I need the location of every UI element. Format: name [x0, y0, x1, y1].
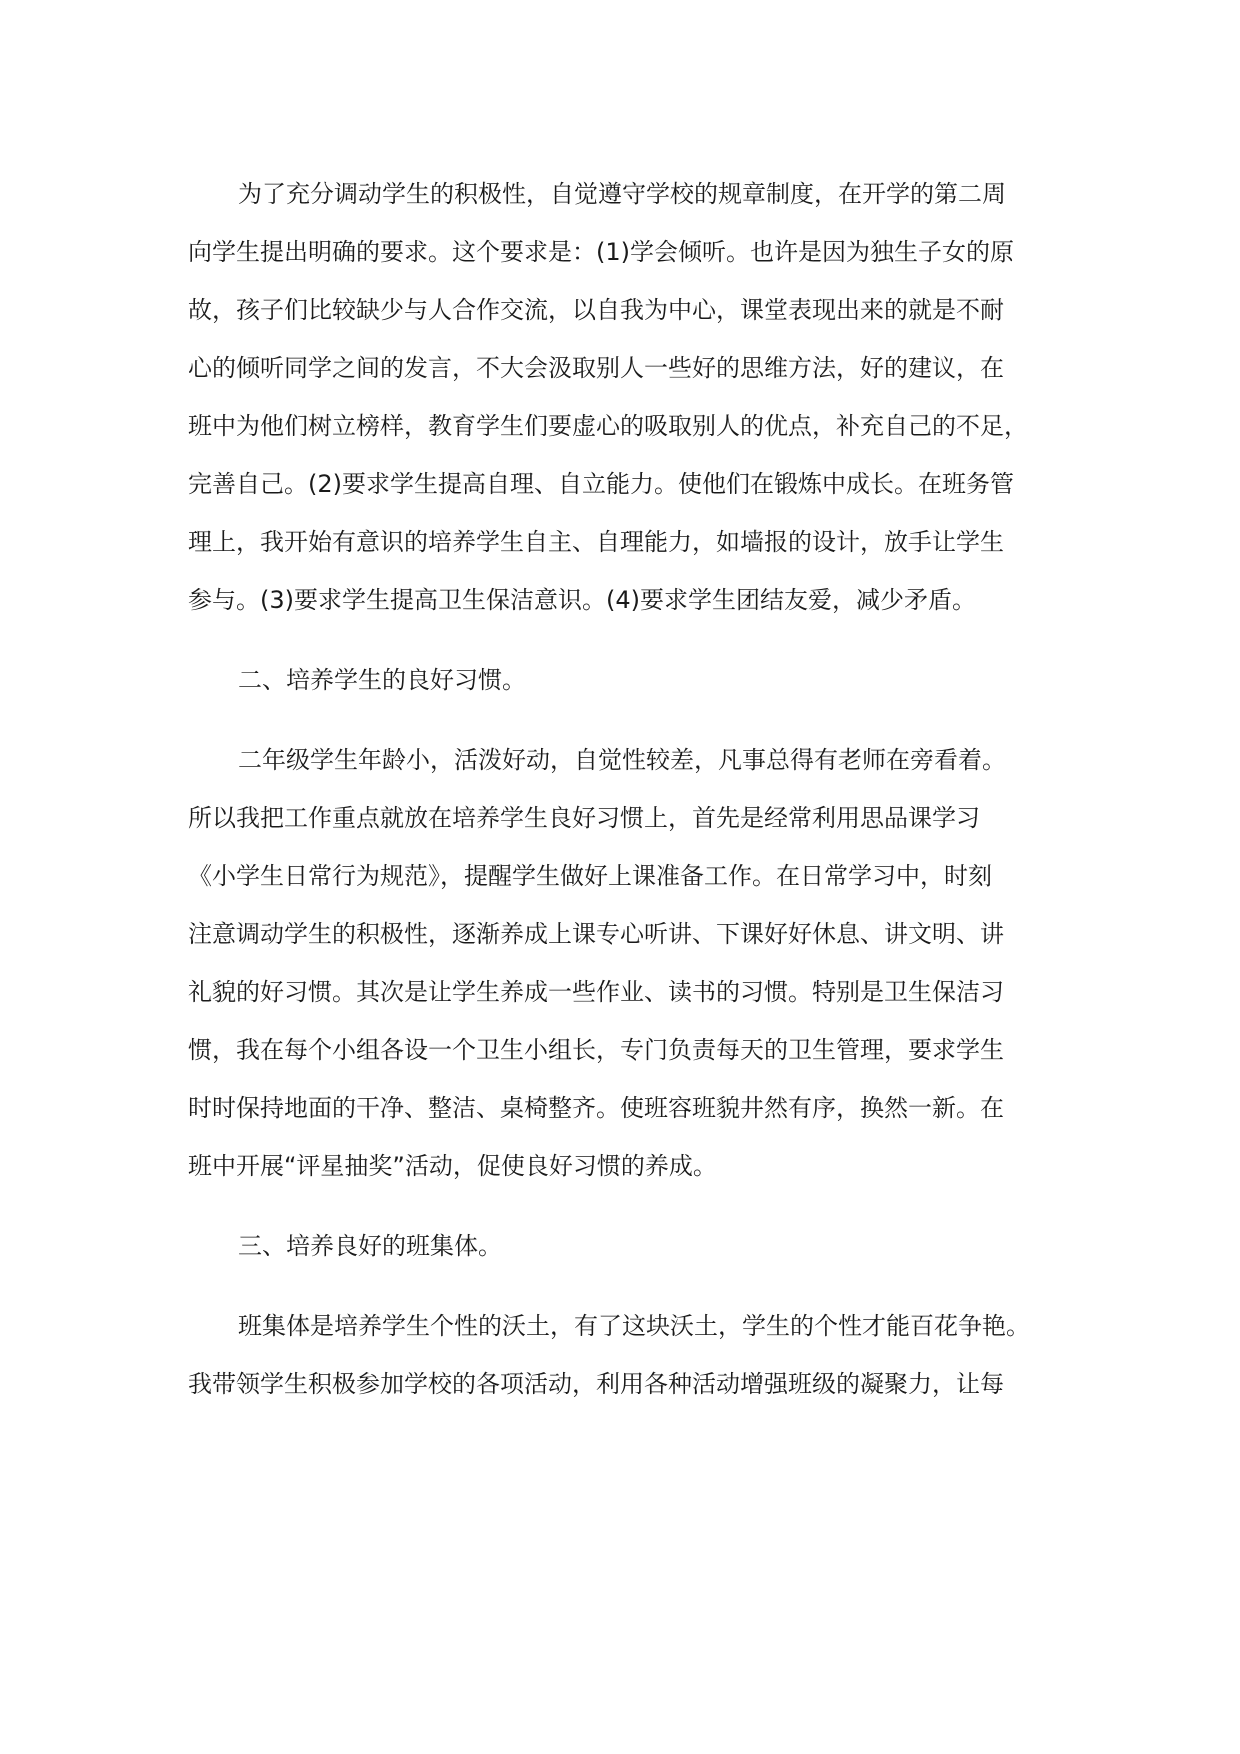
paragraph-line: 理上，我开始有意识的培养学生自主、自理能力，如墙报的设计，放手让学生: [188, 528, 1004, 556]
paragraph-line: 惯，我在每个小组各设一个卫生小组长，专门负责每天的卫生管理，要求学生: [188, 1036, 1004, 1064]
section-heading: 二、培养学生的良好习惯。: [238, 666, 526, 694]
paragraph-line: 礼貌的好习惯。其次是让学生养成一些作业、读书的习惯。特别是卫生保洁习: [188, 978, 1004, 1006]
paragraph-line: 注意调动学生的积极性，逐渐养成上课专心听讲、下课好好休息、讲文明、讲: [188, 920, 1004, 948]
paragraph-line: 时时保持地面的干净、整洁、桌椅整齐。使班容班貌井然有序，换然一新。在: [188, 1094, 1004, 1122]
paragraph-line: 《小学生日常行为规范》，提醒学生做好上课准备工作。在日常学习中，时刻: [188, 862, 992, 890]
paragraph-line: 向学生提出明确的要求。这个要求是：(1)学会倾听。也许是因为独生子女的原: [188, 238, 1014, 266]
paragraph-line: 二年级学生年龄小，活泼好动，自觉性较差，凡事总得有老师在旁看着。: [238, 746, 1006, 774]
paragraph-line: 为了充分调动学生的积极性，自觉遵守学校的规章制度，在开学的第二周: [238, 180, 1006, 208]
paragraph-line: 所以我把工作重点就放在培养学生良好习惯上，首先是经常利用思品课学习: [188, 804, 980, 832]
paragraph-line: 完善自己。(2)要求学生提高自理、自立能力。使他们在锻炼中成长。在班务管: [188, 470, 1014, 498]
paragraph-line: 我带领学生积极参加学校的各项活动，利用各种活动增强班级的凝聚力，让每: [188, 1370, 1004, 1398]
paragraph-line: 班中为他们树立榜样，教育学生们要虚心的吸取别人的优点，补充自己的不足，: [188, 412, 1028, 440]
paragraph-line: 班中开展“评星抽奖”活动，促使良好习惯的养成。: [188, 1152, 717, 1180]
paragraph-line: 班集体是培养学生个性的沃土，有了这块沃土，学生的个性才能百花争艳。: [238, 1312, 1030, 1340]
paragraph-line: 参与。(3)要求学生提高卫生保洁意识。(4)要求学生团结友爱，减少矛盾。: [188, 586, 976, 614]
section-heading: 三、培养良好的班集体。: [238, 1232, 502, 1260]
paragraph-line: 故，孩子们比较缺少与人合作交流，以自我为中心，课堂表现出来的就是不耐: [188, 296, 1004, 324]
paragraph-line: 心的倾听同学之间的发言，不大会汲取别人一些好的思维方法，好的建议，在: [188, 354, 1004, 382]
